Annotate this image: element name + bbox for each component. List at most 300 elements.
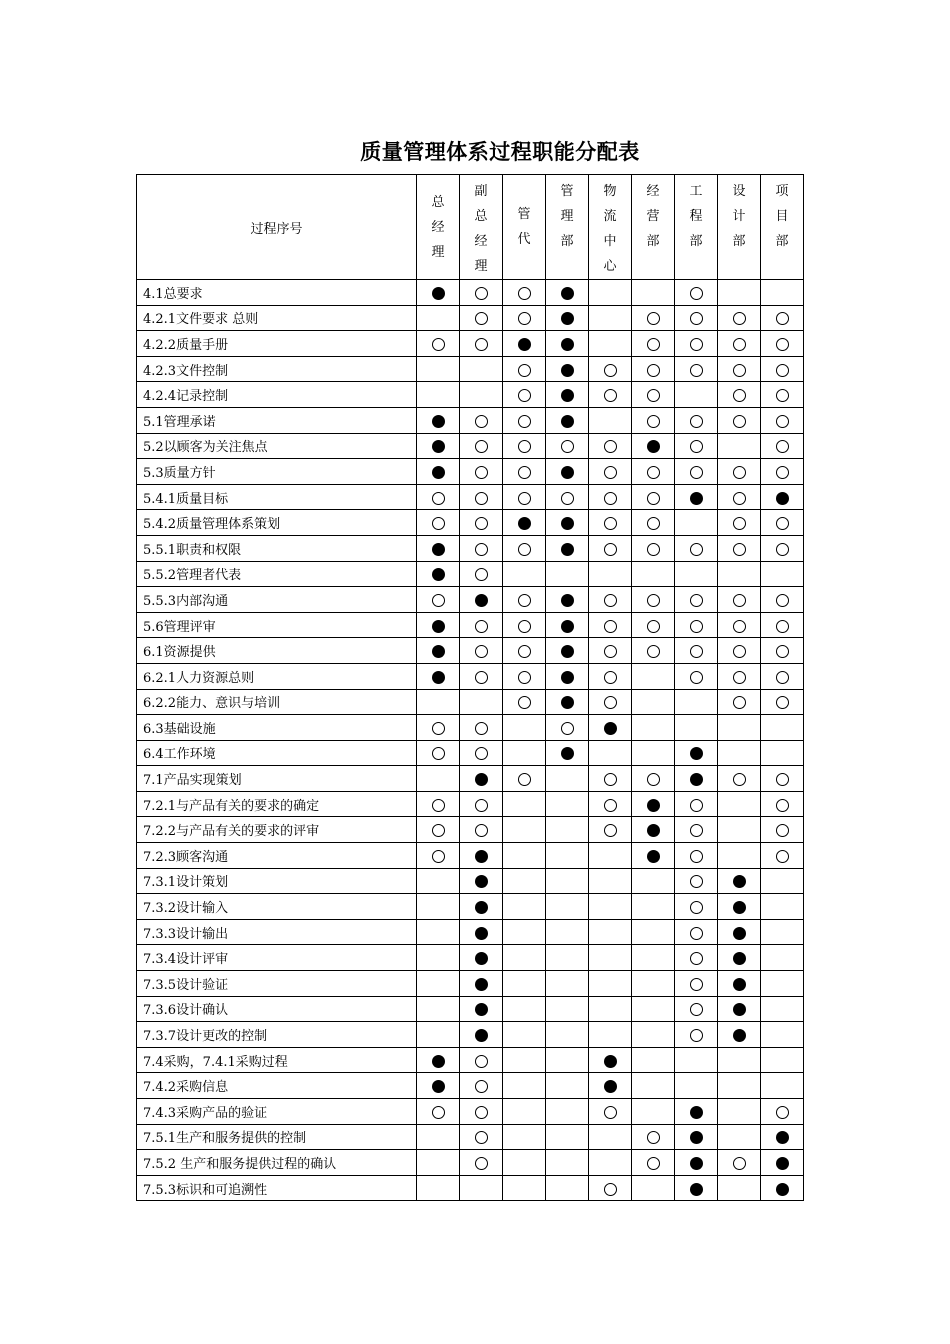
responsibility-cell [675,971,718,997]
responsibility-cell [675,1175,718,1201]
secondary-responsibility-mark [518,773,531,786]
responsibility-cell [761,459,804,485]
responsibility-cell [546,868,589,894]
primary-responsibility-mark [432,1055,445,1068]
secondary-responsibility-mark [690,824,703,837]
responsibility-cell [460,996,503,1022]
primary-responsibility-mark [647,799,660,812]
secondary-responsibility-mark [647,492,660,505]
table-row [137,791,804,817]
responsibility-cell [761,766,804,792]
responsibility-cell [589,1175,632,1201]
secondary-responsibility-mark [475,287,488,300]
responsibility-cell [460,1022,503,1048]
secondary-responsibility-mark [733,364,746,377]
responsibility-cell [546,971,589,997]
table-row [137,1124,804,1150]
secondary-responsibility-mark [604,440,617,453]
responsibility-cell [589,1124,632,1150]
responsibility-cell [675,689,718,715]
primary-responsibility-mark [604,722,617,735]
secondary-responsibility-mark [690,594,703,607]
secondary-responsibility-mark [690,1003,703,1016]
responsibility-cell [675,1150,718,1176]
responsibility-cell [718,843,761,869]
responsibility-cell [589,638,632,664]
secondary-responsibility-mark [776,338,789,351]
responsibility-cell [718,663,761,689]
primary-responsibility-mark [690,747,703,760]
process-name-cell: 6.1资源提供 [137,638,417,664]
responsibility-cell [632,331,675,357]
responsibility-cell [675,305,718,331]
secondary-responsibility-mark [432,517,445,530]
responsibility-cell [546,280,589,306]
responsibility-cell [632,1150,675,1176]
responsibility-cell [632,535,675,561]
responsibility-cell [761,945,804,971]
responsibility-cell [632,638,675,664]
secondary-responsibility-mark [733,696,746,709]
process-name-cell: 5.5.3内部沟通 [137,587,417,613]
dept-header-business-dept: 经营部 [632,175,675,280]
primary-responsibility-mark [475,1003,488,1016]
responsibility-cell [718,1175,761,1201]
dept-header-logistics: 物流中心 [589,175,632,280]
secondary-responsibility-mark [604,773,617,786]
secondary-responsibility-mark [604,1106,617,1119]
responsibility-cell [589,459,632,485]
responsibility-cell [589,612,632,638]
responsibility-cell [460,638,503,664]
secondary-responsibility-mark [733,645,746,658]
responsibility-cell [589,766,632,792]
responsibility-cell [546,843,589,869]
responsibility-cell [417,407,460,433]
responsibility-cell [761,612,804,638]
primary-responsibility-mark [475,875,488,888]
process-name-cell: 6.4工作环境 [137,740,417,766]
responsibility-cell [589,945,632,971]
responsibility-cell [417,561,460,587]
secondary-responsibility-mark [647,1157,660,1170]
process-name-cell: 7.5.3标识和可追溯性 [137,1175,417,1201]
responsibility-cell [589,587,632,613]
secondary-responsibility-mark [475,645,488,658]
primary-responsibility-mark [432,466,445,479]
responsibility-cell [417,305,460,331]
responsibility-cell [503,817,546,843]
secondary-responsibility-mark [690,287,703,300]
responsibility-cell [417,945,460,971]
responsibility-cell [460,663,503,689]
secondary-responsibility-mark [690,875,703,888]
responsibility-cell [761,971,804,997]
responsibility-cell [417,1047,460,1073]
responsibility-cell [503,1073,546,1099]
process-name-cell: 5.4.1质量目标 [137,484,417,510]
responsibility-cell [718,484,761,510]
table-row [137,561,804,587]
responsibility-cell [761,689,804,715]
page-title: 质量管理体系过程职能分配表 [360,140,640,164]
process-name-cell: 7.2.1与产品有关的要求的确定 [137,791,417,817]
responsibility-cell [546,484,589,510]
responsibility-cell [675,407,718,433]
responsibility-cell [675,356,718,382]
responsibility-cell [460,919,503,945]
primary-responsibility-mark [475,1029,488,1042]
process-name-cell: 5.6管理评审 [137,612,417,638]
secondary-responsibility-mark [733,466,746,479]
secondary-responsibility-mark [604,517,617,530]
secondary-responsibility-mark [432,338,445,351]
process-name-cell: 4.2.3文件控制 [137,356,417,382]
responsibility-cell [632,459,675,485]
responsibility-cell [460,510,503,536]
responsibility-cell [718,740,761,766]
responsibility-cell [761,1022,804,1048]
responsibility-cell [675,791,718,817]
responsibility-cell [546,1175,589,1201]
secondary-responsibility-mark [475,312,488,325]
responsibility-cell [632,280,675,306]
responsibility-cell [761,1150,804,1176]
secondary-responsibility-mark [604,645,617,658]
responsibility-cell [460,305,503,331]
table-row [137,1047,804,1073]
responsibility-cell [589,1047,632,1073]
responsibility-cell [503,561,546,587]
secondary-responsibility-mark [432,594,445,607]
table-body [137,280,804,1201]
responsibility-cell [589,305,632,331]
secondary-responsibility-mark [647,364,660,377]
responsibility-cell [503,868,546,894]
responsibility-cell [589,1022,632,1048]
responsibility-cell [718,459,761,485]
secondary-responsibility-mark [776,773,789,786]
responsibility-cell [632,971,675,997]
responsibility-cell [675,433,718,459]
secondary-responsibility-mark [733,338,746,351]
primary-responsibility-mark [475,773,488,786]
table-row [137,868,804,894]
responsibility-cell [546,1022,589,1048]
secondary-responsibility-mark [604,594,617,607]
secondary-responsibility-mark [690,466,703,479]
responsibility-cell [589,561,632,587]
secondary-responsibility-mark [604,364,617,377]
responsibility-cell [417,356,460,382]
primary-responsibility-mark [561,696,574,709]
responsibility-cell [503,638,546,664]
secondary-responsibility-mark [604,492,617,505]
responsibility-cell [460,689,503,715]
process-name-cell: 7.5.1生产和服务提供的控制 [137,1124,417,1150]
secondary-responsibility-mark [733,671,746,684]
table-row [137,1150,804,1176]
responsibility-cell [718,331,761,357]
secondary-responsibility-mark [690,364,703,377]
responsibility-cell [589,817,632,843]
secondary-responsibility-mark [518,415,531,428]
primary-responsibility-mark [690,1131,703,1144]
responsibility-cell [761,868,804,894]
process-name-cell: 7.4.3采购产品的验证 [137,1099,417,1125]
secondary-responsibility-mark [518,543,531,556]
responsibility-cell [718,868,761,894]
responsibility-cell [632,1073,675,1099]
responsibility-cell [718,382,761,408]
responsibility-cell [589,740,632,766]
responsibility-cell [417,894,460,920]
dept-header-admin-dept: 管理部 [546,175,589,280]
responsibility-cell [503,535,546,561]
secondary-responsibility-mark [647,415,660,428]
responsibility-cell [718,407,761,433]
primary-responsibility-mark [432,568,445,581]
primary-responsibility-mark [647,850,660,863]
secondary-responsibility-mark [690,952,703,965]
responsibility-cell [546,510,589,536]
table-row [137,535,804,561]
secondary-responsibility-mark [604,389,617,402]
secondary-responsibility-mark [604,620,617,633]
responsibility-cell [632,484,675,510]
responsibility-cell [460,356,503,382]
responsibility-cell [718,1124,761,1150]
table-row [137,740,804,766]
table-row [137,1175,804,1201]
responsibility-cell [718,638,761,664]
secondary-responsibility-mark [733,389,746,402]
responsibility-cell [718,510,761,536]
responsibility-cell [589,715,632,741]
responsibility-cell [417,919,460,945]
process-name-cell: 5.1管理承诺 [137,407,417,433]
responsibility-cell [675,868,718,894]
responsibility-cell [589,510,632,536]
responsibility-cell [632,1099,675,1125]
secondary-responsibility-mark [690,799,703,812]
responsibility-cell [417,1022,460,1048]
secondary-responsibility-mark [776,824,789,837]
primary-responsibility-mark [690,1106,703,1119]
primary-responsibility-mark [690,492,703,505]
responsibility-cell [632,1047,675,1073]
responsibility-cell [675,382,718,408]
secondary-responsibility-mark [604,1183,617,1196]
primary-responsibility-mark [561,517,574,530]
secondary-responsibility-mark [776,466,789,479]
process-name-cell: 7.5.2 生产和服务提供过程的确认 [137,1150,417,1176]
table-row [137,433,804,459]
secondary-responsibility-mark [647,773,660,786]
responsibility-cell [761,996,804,1022]
responsibility-cell [546,1124,589,1150]
responsibility-cell [589,280,632,306]
responsibility-cell [718,919,761,945]
secondary-responsibility-mark [647,543,660,556]
secondary-responsibility-mark [475,466,488,479]
responsibility-cell [546,817,589,843]
responsibility-cell [589,663,632,689]
responsibility-cell [761,535,804,561]
responsibility-cell [589,689,632,715]
secondary-responsibility-mark [561,492,574,505]
secondary-responsibility-mark [690,927,703,940]
table-row [137,996,804,1022]
responsibility-cell [761,280,804,306]
secondary-responsibility-mark [475,671,488,684]
responsibility-cell [417,663,460,689]
secondary-responsibility-mark [518,466,531,479]
secondary-responsibility-mark [475,620,488,633]
responsibility-cell [761,1124,804,1150]
responsibility-cell [632,663,675,689]
responsibility-cell [460,280,503,306]
responsibility-cell [675,612,718,638]
responsibility-cell [675,1099,718,1125]
responsibility-cell [589,1099,632,1125]
secondary-responsibility-mark [475,440,488,453]
secondary-responsibility-mark [604,671,617,684]
secondary-responsibility-mark [690,620,703,633]
responsibility-cell [503,1022,546,1048]
table-row [137,817,804,843]
responsibility-cell [718,817,761,843]
table-row [137,919,804,945]
responsibility-cell [675,919,718,945]
primary-responsibility-mark [432,415,445,428]
secondary-responsibility-mark [776,645,789,658]
responsibility-cell [417,280,460,306]
primary-responsibility-mark [647,824,660,837]
secondary-responsibility-mark [475,799,488,812]
primary-responsibility-mark [733,1003,746,1016]
secondary-responsibility-mark [776,312,789,325]
primary-responsibility-mark [776,492,789,505]
dept-header-general-manager: 总经理 [417,175,460,280]
responsibility-cell [503,612,546,638]
responsibility-cell [417,817,460,843]
secondary-responsibility-mark [776,389,789,402]
responsibility-cell [460,587,503,613]
responsibility-cell [632,305,675,331]
primary-responsibility-mark [432,287,445,300]
table-row [137,766,804,792]
responsibility-cell [718,996,761,1022]
primary-responsibility-mark [733,927,746,940]
table-row [137,945,804,971]
responsibility-cell [761,561,804,587]
responsibility-cell [546,1099,589,1125]
secondary-responsibility-mark [475,543,488,556]
responsibility-cell [503,996,546,1022]
responsibility-cell [675,996,718,1022]
responsibility-cell [546,1150,589,1176]
responsibility-cell [761,305,804,331]
table-row [137,356,804,382]
table-row [137,587,804,613]
responsibility-cell [417,382,460,408]
secondary-responsibility-mark [690,312,703,325]
responsibility-cell [675,459,718,485]
responsibility-cell [546,919,589,945]
responsibility-cell [761,843,804,869]
responsibility-cell [718,894,761,920]
primary-responsibility-mark [432,543,445,556]
responsibility-cell [546,535,589,561]
responsibility-cell [632,894,675,920]
table-row [137,1022,804,1048]
secondary-responsibility-mark [432,850,445,863]
secondary-responsibility-mark [733,312,746,325]
responsibility-cell [718,766,761,792]
responsibility-cell [417,843,460,869]
responsibility-cell [675,561,718,587]
secondary-responsibility-mark [690,850,703,863]
secondary-responsibility-mark [475,1080,488,1093]
responsibility-cell [632,996,675,1022]
primary-responsibility-mark [475,901,488,914]
secondary-responsibility-mark [518,389,531,402]
secondary-responsibility-mark [776,620,789,633]
process-name-cell: 7.3.3设计输出 [137,919,417,945]
process-name-cell: 6.2.1人力资源总则 [137,663,417,689]
responsibility-cell [761,587,804,613]
responsibility-cell [546,663,589,689]
responsibility-cell [589,407,632,433]
table-row [137,689,804,715]
primary-responsibility-mark [776,1131,789,1144]
responsibility-cell [589,791,632,817]
responsibility-cell [675,715,718,741]
secondary-responsibility-mark [475,338,488,351]
table-row [137,612,804,638]
responsibility-cell [417,689,460,715]
responsibility-cell [460,817,503,843]
responsibility-cell [503,689,546,715]
responsibility-cell [546,612,589,638]
table-row [137,715,804,741]
secondary-responsibility-mark [432,492,445,505]
responsibility-cell [675,331,718,357]
dept-header-project-dept: 项目部 [761,175,804,280]
responsibility-cell [761,1073,804,1099]
process-name-cell: 7.4采购，7.4.1采购过程 [137,1047,417,1073]
secondary-responsibility-mark [604,824,617,837]
responsibility-cell [417,535,460,561]
secondary-responsibility-mark [432,799,445,812]
responsibility-cell [761,331,804,357]
responsibility-cell [546,791,589,817]
process-name-cell: 5.5.1职责和权限 [137,535,417,561]
responsibility-cell [632,356,675,382]
responsibility-cell [718,971,761,997]
secondary-responsibility-mark [647,517,660,530]
responsibility-cell [718,689,761,715]
responsibility-cell [632,919,675,945]
responsibility-cell [546,382,589,408]
responsibility-cell [417,433,460,459]
responsibility-cell [503,715,546,741]
responsibility-cell [503,407,546,433]
responsibility-cell [460,1150,503,1176]
responsibility-cell [460,843,503,869]
responsibility-cell [417,868,460,894]
